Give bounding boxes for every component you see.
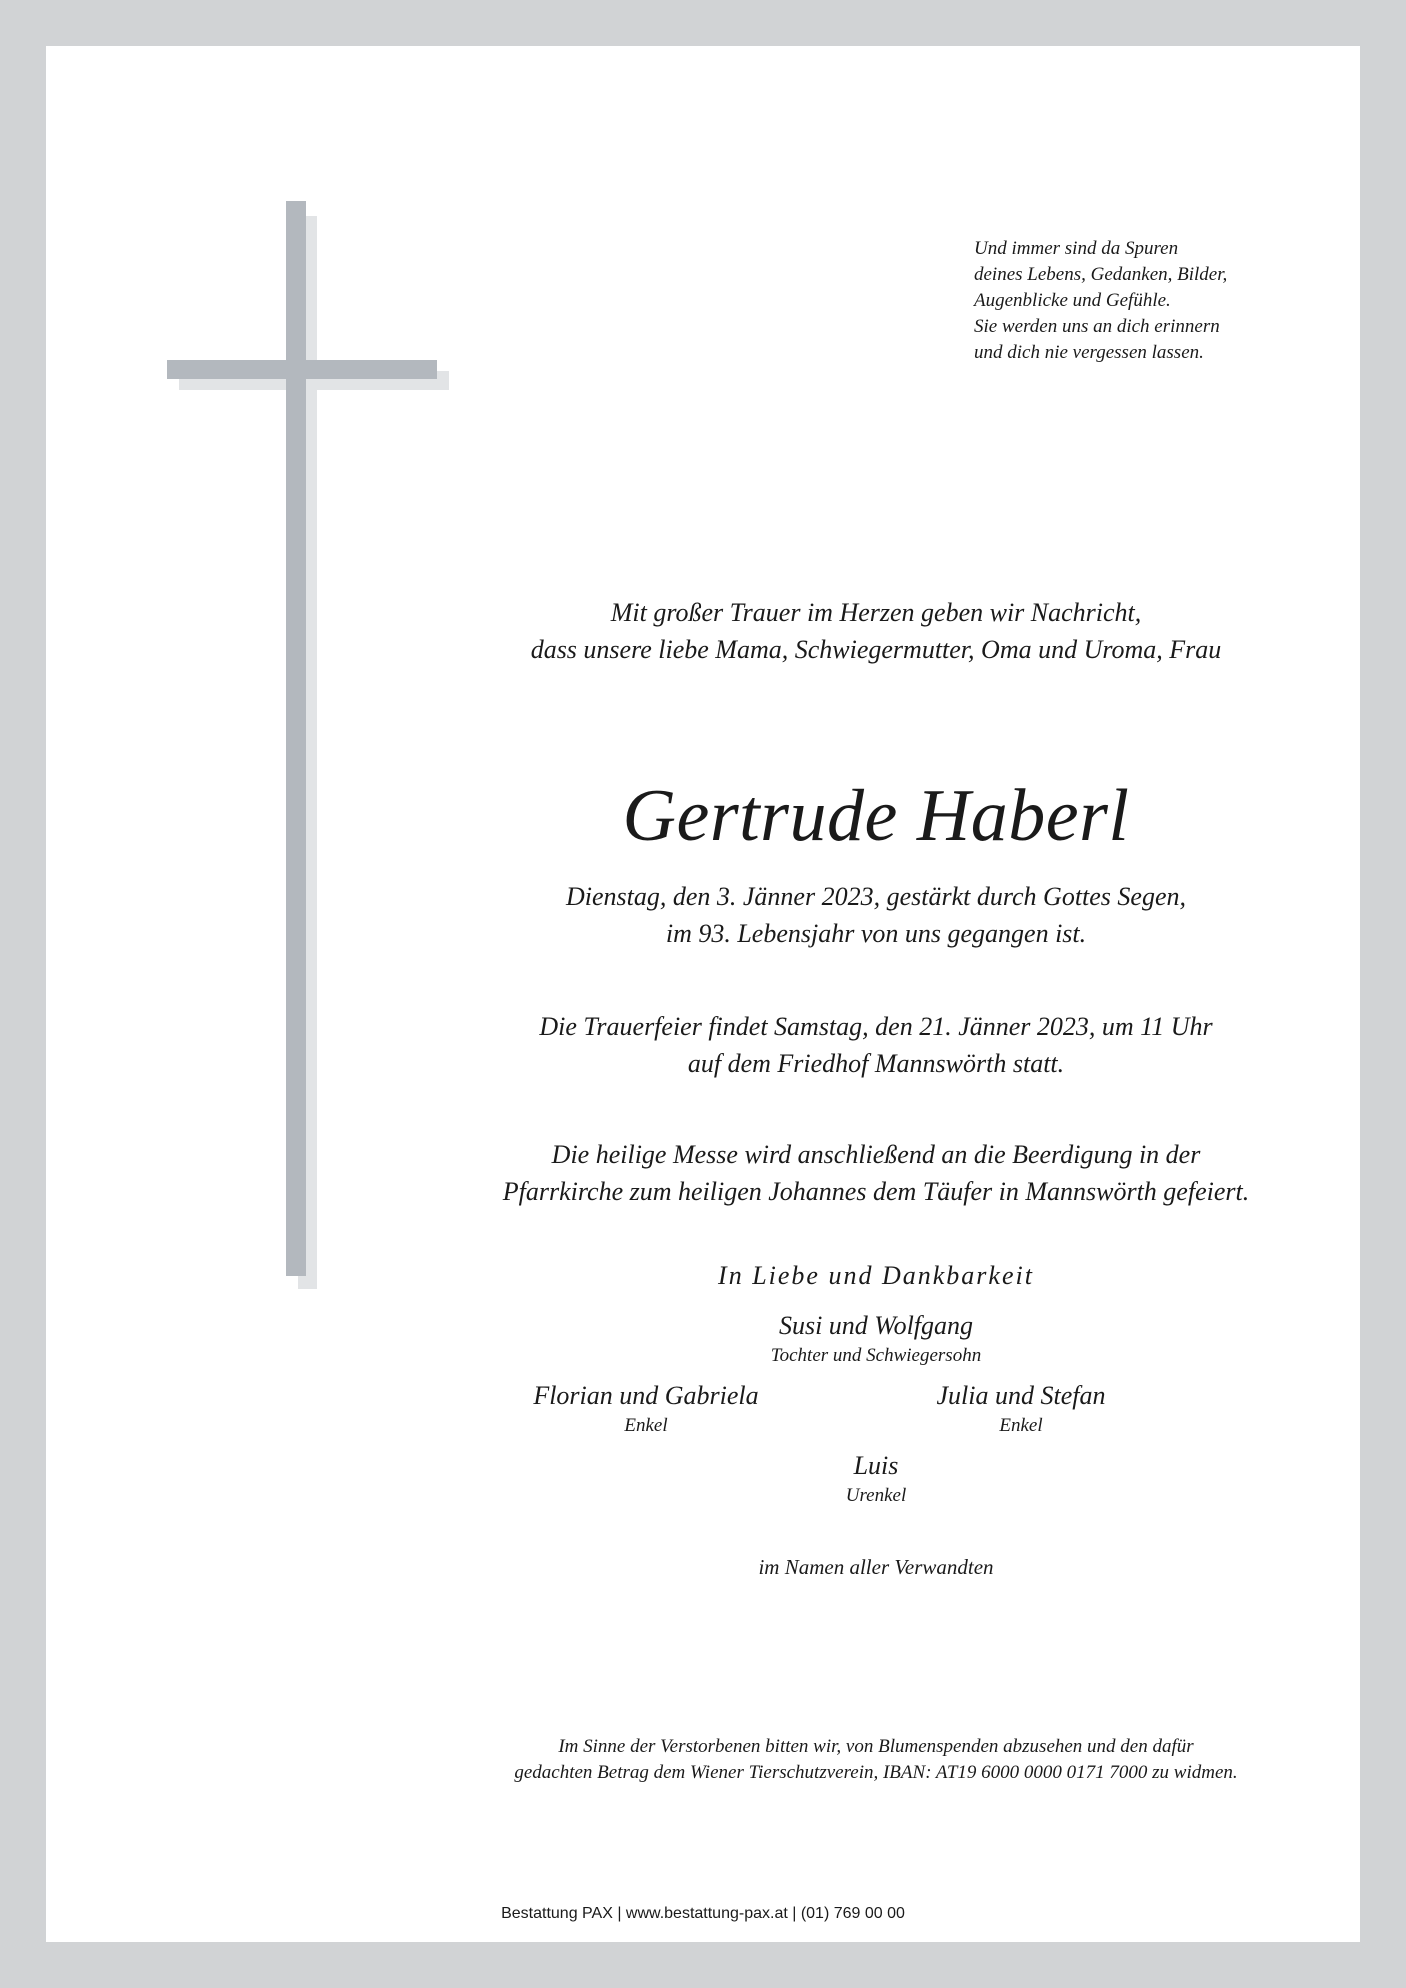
deceased-name: Gertrude Haberl (622, 775, 1130, 857)
mass-info (416, 1136, 1336, 1210)
poem-line: deines Lebens, Gedanken, Bilder, (974, 264, 1228, 285)
family-member-name: Florian und Gabriela (533, 1381, 759, 1410)
death-notice (416, 878, 1336, 952)
poem-line: und dich nie vergessen lassen. (974, 342, 1204, 363)
memorial-poem (974, 236, 1354, 366)
family-member-relation: Enkel (999, 1415, 1043, 1436)
family-member-name: Luis (853, 1451, 899, 1480)
family-member-name: Julia und Stefan (936, 1381, 1106, 1410)
mass-line: Pfarrkirche zum heiligen Johannes dem Täufer in Mannswörth gefeiert. (502, 1177, 1250, 1206)
family-member-relation: Urenkel (845, 1485, 907, 1506)
cross-icon-beam (167, 360, 437, 379)
donation-line: Im Sinne der Verstorbenen bitten wir, von Blumenspenden abzusehen und den dafür (558, 1736, 1194, 1757)
family-member-name: Susi und Wolfgang (778, 1311, 974, 1340)
donation-line: gedachten Betrag dem Wiener Tierschutzverein, IBAN: AT19 6000 0000 0171 7000 zu widmen. (514, 1762, 1238, 1783)
donation-note (416, 1734, 1336, 1786)
announcement-intro (416, 594, 1336, 668)
intro-line: dass unsere liebe Mama, Schwiegermutter, Oma und Uroma, Frau (530, 635, 1222, 664)
all-relatives: im Namen aller Verwandten (758, 1555, 994, 1579)
poem-line: Und immer sind da Spuren (974, 238, 1179, 259)
death-notice-line: im 93. Lebensjahr von uns gegangen ist. (665, 919, 1087, 948)
intro-line: Mit großer Trauer im Herzen geben wir Nachricht, (610, 598, 1142, 627)
funeral-info (416, 1008, 1336, 1082)
funeral-line: Die Trauerfeier findet Samstag, den 21. Jänner 2023, um 11 Uhr (539, 1012, 1213, 1041)
family-member-relation: Tochter und Schwiegersohn (770, 1345, 982, 1366)
thanks-heading: In Liebe und Dankbarkeit (718, 1261, 1034, 1290)
obituary-page (46, 46, 1360, 1942)
mass-line: Die heilige Messe wird anschließend an die Beerdigung in der (551, 1140, 1201, 1169)
funeral-home-footer: Bestattung PAX | www.bestattung-pax.at | (01) 769 00 00 (501, 1905, 905, 1922)
family-member-relation: Enkel (624, 1415, 668, 1436)
funeral-line: auf dem Friedhof Mannswörth statt. (687, 1049, 1065, 1078)
poem-line: Sie werden uns an dich erinnern (974, 316, 1220, 337)
death-notice-line: Dienstag, den 3. Jänner 2023, gestärkt durch Gottes Segen, (565, 882, 1187, 911)
poem-line: Augenblicke und Gefühle. (974, 290, 1171, 311)
